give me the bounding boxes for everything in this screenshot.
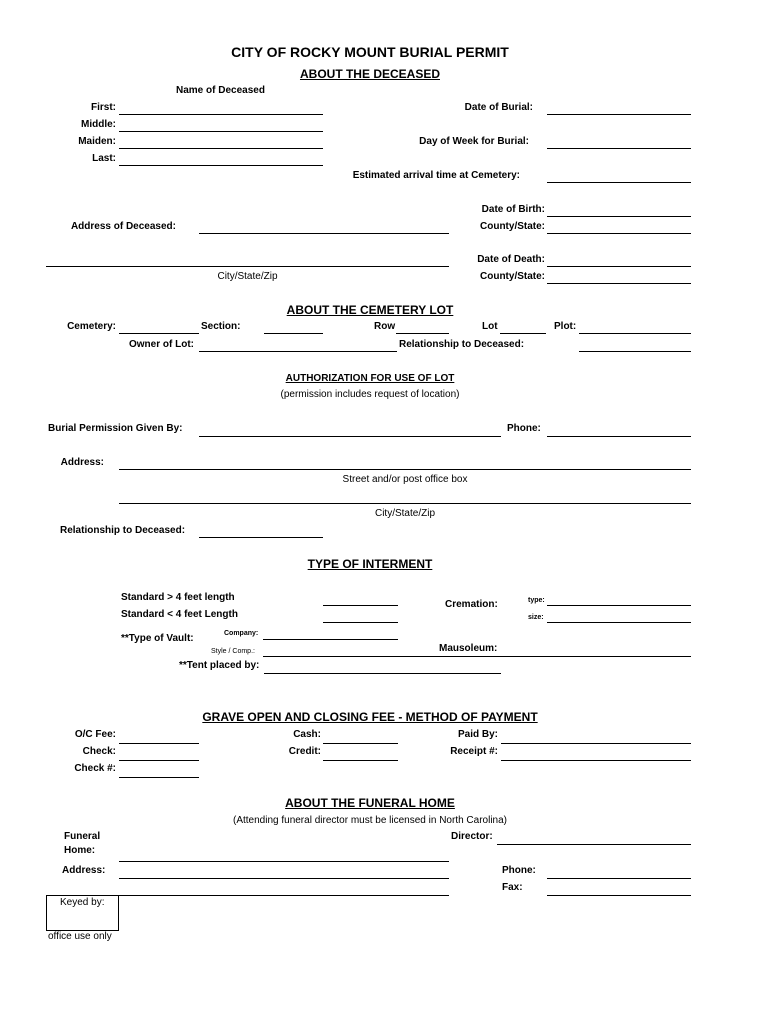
style-comp-field[interactable] xyxy=(263,656,435,657)
section-heading-funeral: ABOUT THE FUNERAL HOME xyxy=(285,796,455,810)
credit-field[interactable] xyxy=(323,760,398,761)
check-field[interactable] xyxy=(119,760,199,761)
cemetery-field[interactable] xyxy=(119,333,199,334)
date-of-burial-field[interactable] xyxy=(547,114,691,115)
funeral-fax-label: Fax: xyxy=(502,882,523,893)
date-of-burial-label: Date of Burial: xyxy=(464,102,533,113)
office-use-label: office use only xyxy=(48,931,112,942)
cremation-label: Cremation: xyxy=(445,599,498,610)
authorization-phone-label: Phone: xyxy=(507,423,541,434)
standard-gt-field[interactable] xyxy=(323,605,398,606)
section-heading-fee: GRAVE OPEN AND CLOSING FEE - METHOD OF PAYMENT xyxy=(202,710,538,724)
county-state-death-label: County/State: xyxy=(480,271,545,282)
cash-label: Cash: xyxy=(293,729,321,740)
date-of-birth-label: Date of Birth: xyxy=(481,204,545,215)
date-of-death-label: Date of Death: xyxy=(477,254,545,265)
authorization-relationship-field[interactable] xyxy=(199,537,323,538)
standard-lt-field[interactable] xyxy=(323,622,398,623)
oc-fee-field[interactable] xyxy=(119,743,199,744)
city-state-zip-hint: City/State/Zip xyxy=(217,271,278,282)
credit-label: Credit: xyxy=(288,746,321,757)
funeral-address-field[interactable] xyxy=(119,878,449,879)
standard-gt-label: Standard > 4 feet length xyxy=(121,592,235,603)
paid-by-field[interactable] xyxy=(501,743,691,744)
row-label: Row xyxy=(374,321,396,332)
middle-label: Middle: xyxy=(81,119,116,130)
section-heading-interment: TYPE OF INTERMENT xyxy=(307,557,433,571)
address-of-deceased-line2[interactable] xyxy=(46,266,449,267)
vault-label: **Type of Vault: xyxy=(121,633,194,644)
tent-label: **Tent placed by: xyxy=(179,660,260,671)
check-label: Check: xyxy=(82,746,116,757)
funeral-home-field[interactable] xyxy=(119,861,449,862)
section-heading-deceased: ABOUT THE DECEASED xyxy=(299,67,440,81)
home-label: Home: xyxy=(64,845,96,856)
section-heading-cemetery: ABOUT THE CEMETERY LOT xyxy=(286,303,454,317)
funeral-address-label: Address: xyxy=(62,865,106,876)
name-of-deceased-header: Name of Deceased xyxy=(176,85,265,96)
funeral-fax-field[interactable] xyxy=(547,895,691,896)
company-label: Company: xyxy=(224,630,259,637)
authorization-heading: AUTHORIZATION FOR USE OF LOT xyxy=(285,373,455,384)
plot-field[interactable] xyxy=(579,333,691,334)
standard-lt-label: Standard < 4 feet Length xyxy=(121,609,238,620)
authorization-phone-field[interactable] xyxy=(547,436,691,437)
middle-name-field[interactable] xyxy=(119,131,323,132)
last-name-field[interactable] xyxy=(119,165,323,166)
receipt-label: Receipt #: xyxy=(450,746,498,757)
check-number-label: Check #: xyxy=(74,763,116,774)
authorization-note: (permission includes request of location) xyxy=(280,389,460,400)
maiden-name-field[interactable] xyxy=(119,148,323,149)
authorization-street-field[interactable] xyxy=(119,469,691,470)
first-label: First: xyxy=(91,102,116,113)
cremation-size-label: size: xyxy=(528,614,544,621)
lot-field[interactable] xyxy=(500,333,546,334)
date-of-death-field[interactable] xyxy=(547,266,691,267)
tent-field[interactable] xyxy=(264,673,501,674)
oc-fee-label: O/C Fee: xyxy=(74,729,116,740)
owner-of-lot-field[interactable] xyxy=(199,351,397,352)
county-state-death-field[interactable] xyxy=(547,283,691,284)
permission-given-by-label: Burial Permission Given By: xyxy=(48,423,183,434)
authorization-city-hint: City/State/Zip xyxy=(374,508,436,519)
page-title: CITY OF ROCKY MOUNT BURIAL PERMIT xyxy=(231,44,509,60)
county-state-birth-label: County/State: xyxy=(480,221,545,232)
funeral-label: Funeral xyxy=(64,831,101,842)
cremation-type-field[interactable] xyxy=(547,605,691,606)
company-field[interactable] xyxy=(263,639,398,640)
day-of-week-field[interactable] xyxy=(547,148,691,149)
cemetery-relationship-field[interactable] xyxy=(579,351,691,352)
section-label: Section: xyxy=(201,321,241,332)
county-state-birth-field[interactable] xyxy=(547,233,691,234)
section-field[interactable] xyxy=(264,333,323,334)
funeral-phone-field[interactable] xyxy=(547,878,691,879)
last-label: Last: xyxy=(92,153,116,164)
plot-label: Plot: xyxy=(554,321,577,332)
authorization-relationship-label: Relationship to Deceased: xyxy=(60,525,186,536)
cremation-size-field[interactable] xyxy=(547,622,691,623)
cremation-type-label: type: xyxy=(528,597,545,604)
street-hint: Street and/or post office box xyxy=(342,474,468,485)
address-of-deceased-label: Address of Deceased: xyxy=(70,221,176,232)
maiden-label: Maiden: xyxy=(78,136,116,147)
authorization-city-field[interactable] xyxy=(119,503,691,504)
director-label: Director: xyxy=(451,831,493,842)
arrival-time-field[interactable] xyxy=(547,182,691,183)
row-field[interactable] xyxy=(396,333,449,334)
first-name-field[interactable] xyxy=(119,114,323,115)
paid-by-label: Paid By: xyxy=(457,729,498,740)
check-number-field[interactable] xyxy=(119,777,199,778)
date-of-birth-field[interactable] xyxy=(547,216,691,217)
permission-given-by-field[interactable] xyxy=(199,436,501,437)
style-comp-label: Style / Comp.: xyxy=(211,648,255,655)
lot-label: Lot xyxy=(482,321,498,332)
cash-field[interactable] xyxy=(323,743,398,744)
mausoleum-label: Mausoleum: xyxy=(439,643,498,654)
receipt-field[interactable] xyxy=(501,760,691,761)
address-of-deceased-field[interactable] xyxy=(199,233,449,234)
authorization-address-label: Address: xyxy=(60,457,104,468)
cemetery-label: Cemetery: xyxy=(67,321,116,332)
arrival-time-label: Estimated arrival time at Cemetery: xyxy=(352,170,520,181)
mausoleum-field[interactable] xyxy=(435,656,691,657)
day-of-week-label: Day of Week for Burial: xyxy=(419,136,529,147)
funeral-address-line2[interactable] xyxy=(119,895,449,896)
cemetery-relationship-label: Relationship to Deceased: xyxy=(399,339,525,350)
funeral-phone-label: Phone: xyxy=(502,865,536,876)
director-field[interactable] xyxy=(497,844,691,845)
funeral-note: (Attending funeral director must be licensed in North Carolina) xyxy=(232,815,508,826)
keyed-by-label: Keyed by: xyxy=(60,897,105,908)
owner-of-lot-label: Owner of Lot: xyxy=(129,339,194,350)
